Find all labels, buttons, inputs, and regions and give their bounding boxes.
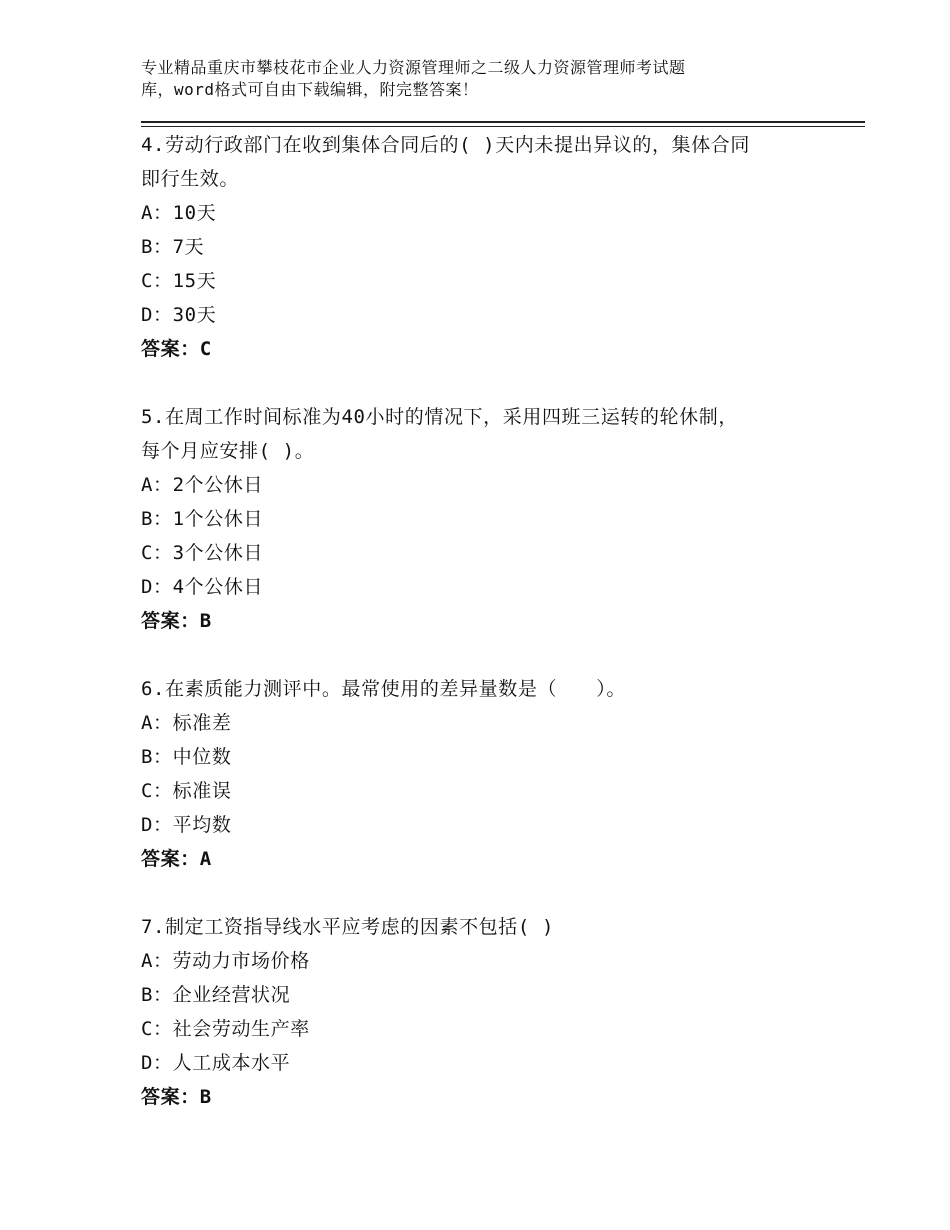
header-rule-thick bbox=[141, 121, 865, 123]
question-text: 每个月应安排( )。 bbox=[141, 440, 315, 462]
question-6 bbox=[141, 672, 841, 876]
option-d: D：平均数 bbox=[141, 814, 232, 836]
spacer bbox=[141, 638, 841, 672]
option-b: B：企业经营状况 bbox=[141, 984, 291, 1006]
header-line-1: 专业精品重庆市攀枝花市企业人力资源管理师之二级人力资源管理师考试题 bbox=[141, 58, 686, 77]
question-5 bbox=[141, 400, 841, 638]
question-text: 5.在周工作时间标准为40小时的情况下，采用四班三运转的轮休制， bbox=[141, 406, 738, 428]
document-header bbox=[141, 57, 841, 101]
question-4 bbox=[141, 128, 841, 366]
option-b: B：中位数 bbox=[141, 746, 232, 768]
answer: 答案：C bbox=[141, 338, 212, 360]
option-d: D：人工成本水平 bbox=[141, 1052, 291, 1074]
option-c: C：15天 bbox=[141, 270, 217, 292]
question-7 bbox=[141, 910, 841, 1114]
question-text: 6.在素质能力测评中。最常使用的差异量数是（ ）。 bbox=[141, 678, 626, 700]
option-c: C：社会劳动生产率 bbox=[141, 1018, 310, 1040]
answer: 答案：A bbox=[141, 848, 212, 870]
header-line-2: 库，word格式可自由下载编辑，附完整答案！ bbox=[141, 80, 479, 99]
answer: 答案：B bbox=[141, 610, 212, 632]
option-a: A：10天 bbox=[141, 202, 217, 224]
option-a: A：标准差 bbox=[141, 712, 232, 734]
question-text: 即行生效。 bbox=[141, 168, 240, 190]
option-d: D：30天 bbox=[141, 304, 217, 326]
spacer bbox=[141, 366, 841, 400]
option-b: B：1个公休日 bbox=[141, 508, 264, 530]
question-text: 7.制定工资指导线水平应考虑的因素不包括( ) bbox=[141, 916, 554, 938]
answer: 答案：B bbox=[141, 1086, 212, 1108]
header-rule-thin bbox=[141, 126, 865, 127]
option-b: B：7天 bbox=[141, 236, 205, 258]
question-text: 4.劳动行政部门在收到集体合同后的( )天内未提出异议的，集体合同 bbox=[141, 134, 750, 156]
option-c: C：3个公休日 bbox=[141, 542, 264, 564]
spacer bbox=[141, 876, 841, 910]
option-c: C：标准误 bbox=[141, 780, 232, 802]
option-a: A：2个公休日 bbox=[141, 474, 264, 496]
option-d: D：4个公休日 bbox=[141, 576, 264, 598]
question-list bbox=[141, 128, 841, 1114]
option-a: A：劳动力市场价格 bbox=[141, 950, 310, 972]
